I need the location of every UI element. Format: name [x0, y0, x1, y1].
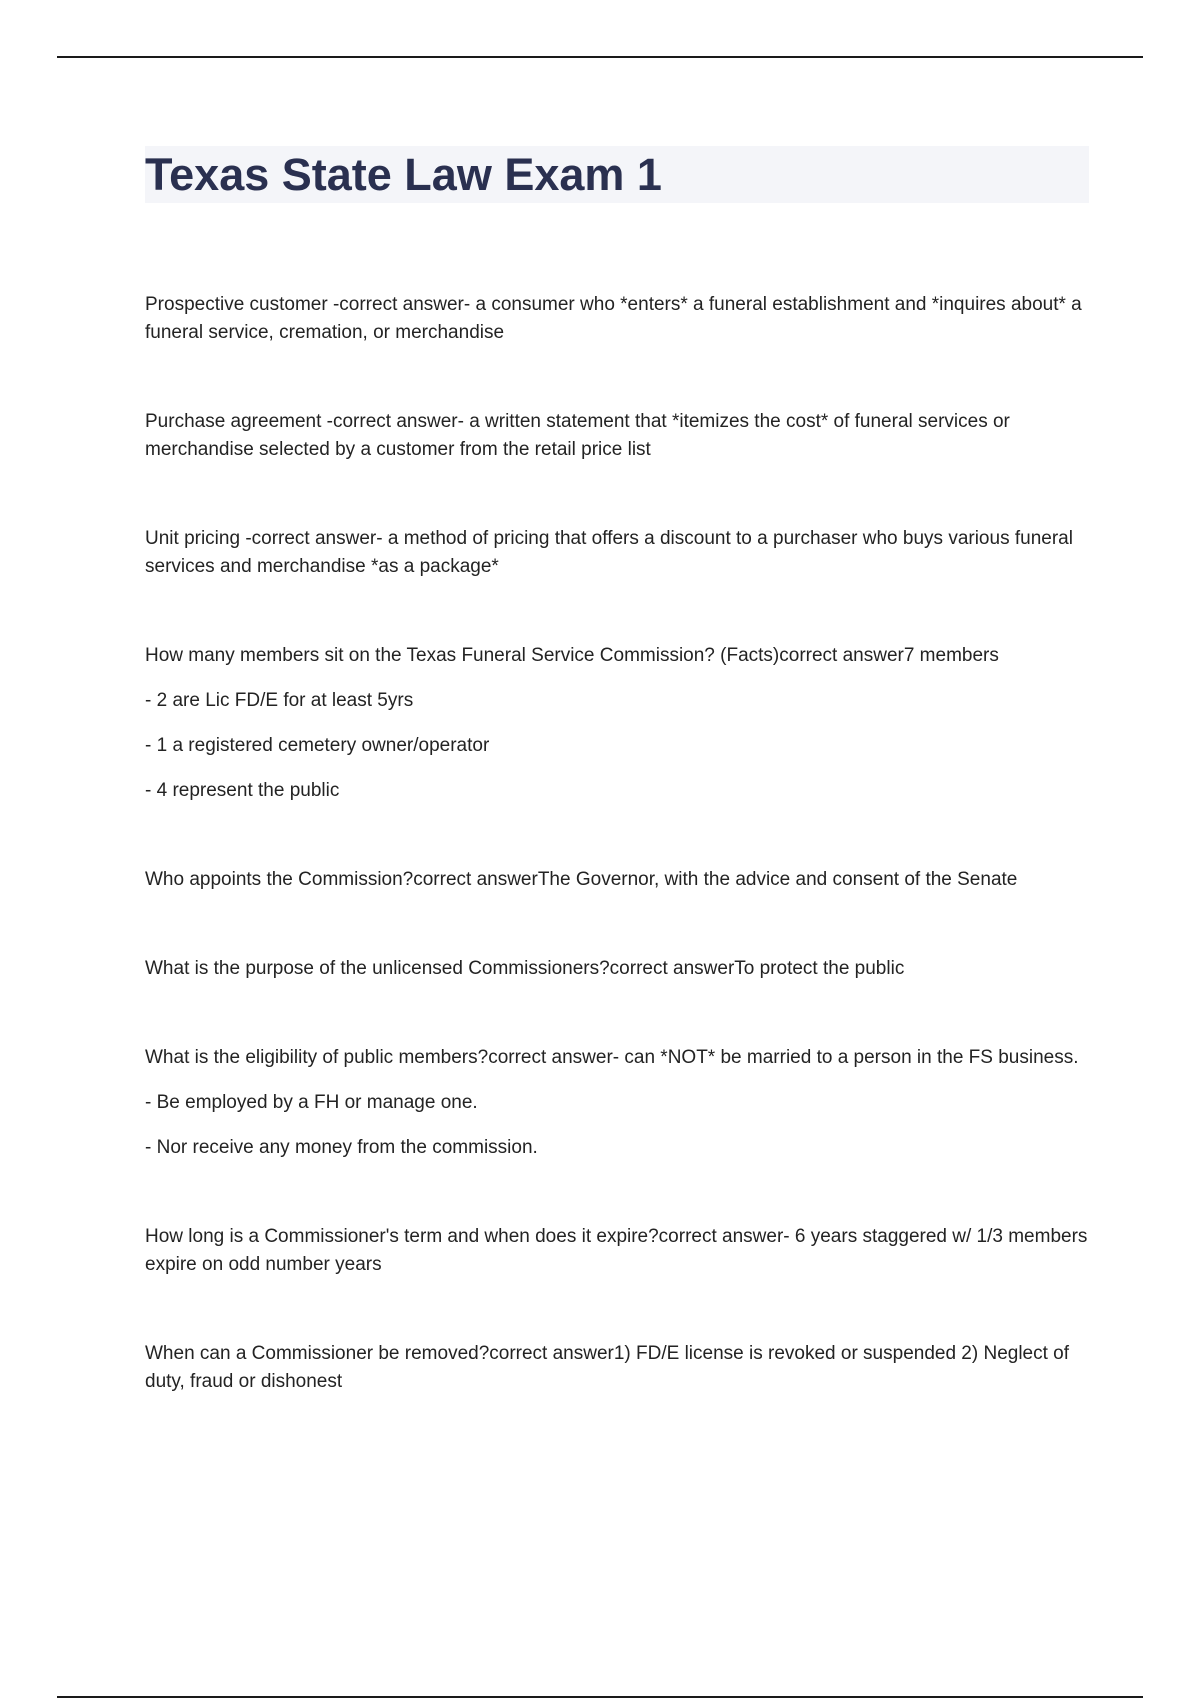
qa-entry — [145, 1340, 1090, 1396]
qa-entry — [145, 291, 1090, 347]
qa-entry — [145, 1044, 1090, 1162]
qa-list — [145, 291, 1090, 1396]
answer-bullet: - 4 represent the public — [145, 780, 340, 801]
qa-entry — [145, 955, 1090, 983]
answer-bullet: - 1 a registered cemetery owner/operator — [145, 735, 490, 756]
qa-text: Purchase agreement -correct answer- a written statement that *itemizes the cost* of funeral services or merchandise selected by a customer from the retail price list — [145, 411, 1010, 460]
qa-text: Prospective customer -correct answer- a consumer who *enters* a funeral establishment and *inquires about* a funeral service, cremation, or merchandise — [145, 294, 1082, 343]
qa-text: When can a Commissioner be removed?correct answer1) FD/E license is revoked or suspended 2) Neglect of duty, fraud or dishonest — [145, 1343, 1070, 1392]
qa-entry — [145, 866, 1090, 894]
qa-text: What is the eligibility of public members?correct answer- can *NOT* be married to a person in the FS business. — [145, 1047, 1079, 1068]
qa-text: How long is a Commissioner's term and when does it expire?correct answer- 6 years staggered w/ 1/3 members expire on odd number years — [145, 1226, 1088, 1275]
qa-entry — [145, 1223, 1090, 1279]
qa-entry — [145, 642, 1090, 805]
qa-entry — [145, 408, 1090, 464]
qa-text: Who appoints the Commission?correct answerThe Governor, with the advice and consent of the Senate — [145, 869, 1018, 890]
header-rule — [57, 56, 1143, 58]
qa-entry — [145, 525, 1090, 581]
document-title: Texas State Law Exam 1 — [145, 149, 662, 200]
answer-bullet: - Nor receive any money from the commission. — [145, 1137, 538, 1158]
answer-bullet: - 2 are Lic FD/E for at least 5yrs — [145, 690, 414, 711]
answer-bullet: - Be employed by a FH or manage one. — [145, 1092, 478, 1113]
qa-text: What is the purpose of the unlicensed Commissioners?correct answerTo protect the public — [145, 958, 905, 979]
qa-text: How many members sit on the Texas Funeral Service Commission? (Facts)correct answer7 members — [145, 645, 999, 666]
qa-text: Unit pricing -correct answer- a method of pricing that offers a discount to a purchaser who buys various funeral services and merchandise *as a package* — [145, 528, 1073, 577]
footer-rule — [57, 1696, 1143, 1698]
